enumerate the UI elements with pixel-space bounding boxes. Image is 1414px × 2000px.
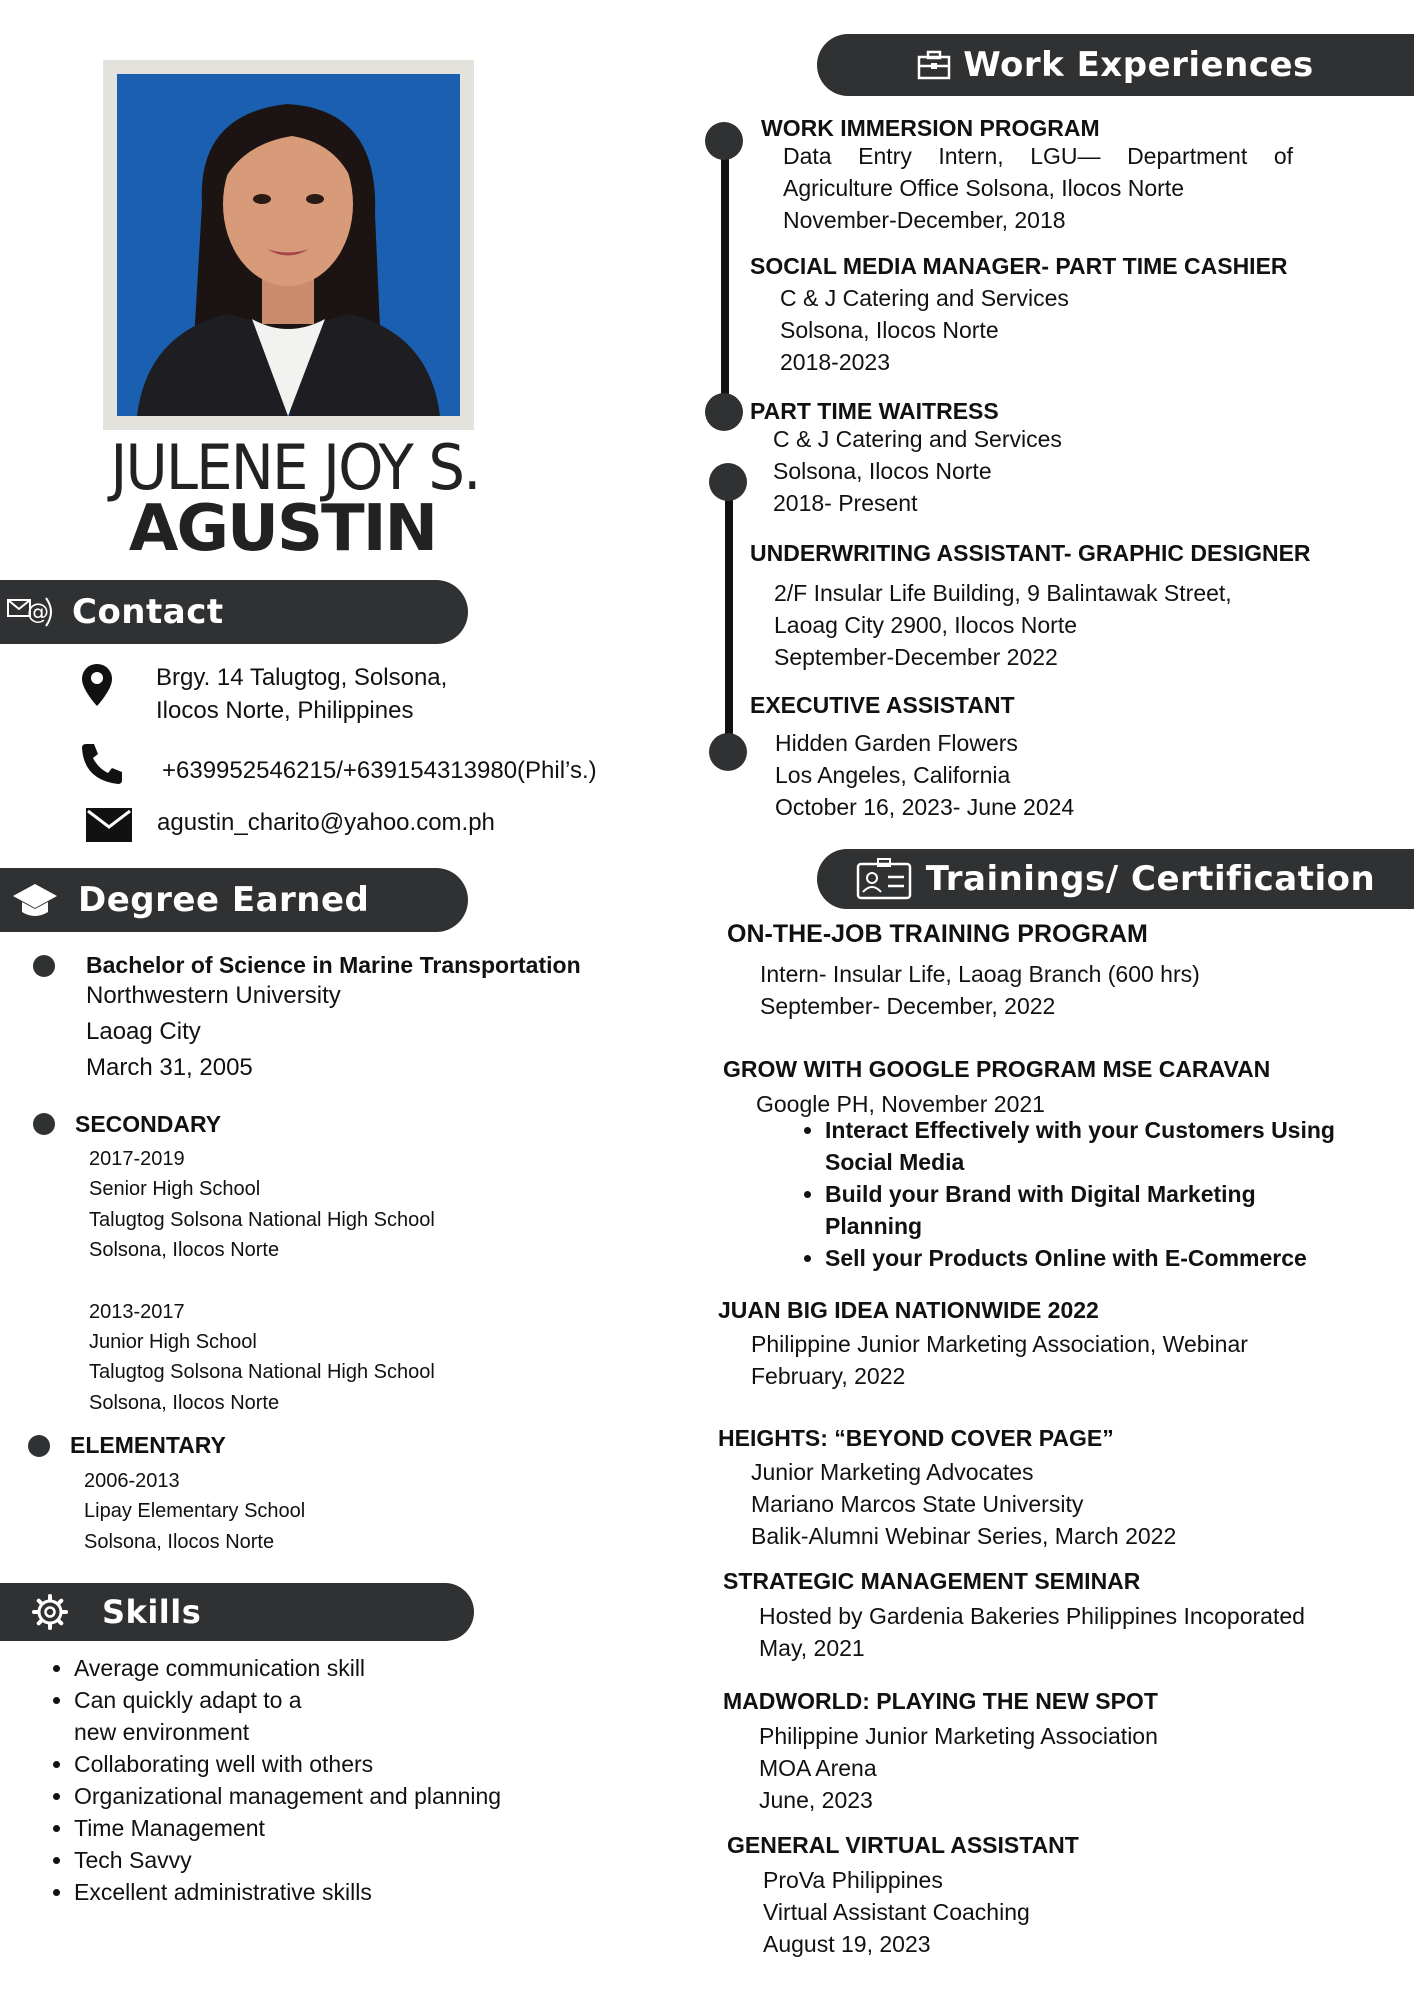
skill-item: • Collaborating well with others: [74, 1748, 554, 1780]
google-course-list: [797, 1114, 1405, 1274]
secondary-bullet: [33, 1113, 55, 1135]
college-bullet: [33, 955, 55, 977]
email-address: agustin_charito@yahoo.com.ph: [157, 809, 495, 836]
training-title: HEIGHTS: “BEYOND COVER PAGE”: [718, 1425, 1114, 1451]
elem-school: Lipay Elementary School: [84, 1500, 306, 1522]
name-first: JULENE JOY S.: [110, 431, 480, 504]
job-line: C & J Catering and Services: [773, 426, 1062, 452]
jhs-location: Solsona, Ilocos Norte: [89, 1392, 280, 1414]
shs-years: 2017-2019: [89, 1148, 185, 1170]
secondary-title: SECONDARY: [75, 1111, 222, 1137]
id-card-icon: [856, 858, 912, 900]
address-line1: Brgy. 14 Talugtog, Solsona,: [156, 664, 448, 691]
course-item: • Interact Effectively with your Customers Using Social Media: [825, 1114, 1405, 1178]
job-title: EXECUTIVE ASSISTANT: [750, 692, 1015, 718]
job-title: PART TIME WAITRESS: [750, 398, 999, 424]
degree-header: [0, 868, 468, 932]
skills-title: Skills: [102, 1593, 202, 1631]
skill-item: • Organizational management and planning: [74, 1780, 554, 1812]
college-date: March 31, 2005: [86, 1054, 253, 1081]
training-line: Google PH, November 2021: [756, 1091, 1045, 1117]
college-school: Northwestern University: [86, 982, 341, 1009]
training-title: ON-THE-JOB TRAINING PROGRAM: [727, 920, 1148, 948]
training-line: May, 2021: [759, 1635, 865, 1661]
training-line: August 19, 2023: [763, 1931, 931, 1957]
job-line: Agriculture Office Solsona, Ilocos Norte: [783, 175, 1184, 201]
training-title: STRATEGIC MANAGEMENT SEMINAR: [723, 1568, 1141, 1594]
college-city: Laoag City: [86, 1018, 201, 1045]
training-title: GENERAL VIRTUAL ASSISTANT: [727, 1832, 1079, 1858]
elementary-bullet: [28, 1435, 50, 1457]
training-line: Virtual Assistant Coaching: [763, 1899, 1030, 1925]
job-line: Solsona, Ilocos Norte: [780, 317, 999, 343]
gear-icon: [32, 1594, 68, 1630]
timeline-dot: [709, 463, 747, 501]
training-line: MOA Arena: [759, 1755, 877, 1781]
job-line: Hidden Garden Flowers: [775, 730, 1018, 756]
training-line: Philippine Junior Marketing Association: [759, 1723, 1158, 1749]
training-line: ProVa Philippines: [763, 1867, 943, 1893]
address-line2: Ilocos Norte, Philippines: [156, 697, 414, 724]
phone-icon: [80, 740, 126, 786]
elementary-title: ELEMENTARY: [70, 1432, 226, 1458]
briefcase-icon: [917, 50, 951, 80]
training-line: Hosted by Gardenia Bakeries Philippines Incoporated: [759, 1603, 1305, 1629]
training-line: Mariano Marcos State University: [751, 1491, 1084, 1517]
svg-text:@: @: [27, 600, 49, 625]
elem-years: 2006-2013: [84, 1470, 180, 1492]
timeline-line-upper: [721, 138, 729, 410]
job-line: Los Angeles, California: [775, 762, 1011, 788]
shs-level: Senior High School: [89, 1178, 261, 1200]
job-line: Laoag City 2900, Ilocos Norte: [774, 612, 1078, 638]
timeline-dot: [709, 733, 747, 771]
trainings-title: Trainings/ Certification: [925, 859, 1376, 899]
training-line: February, 2022: [751, 1363, 906, 1389]
trainings-header: [817, 849, 1414, 909]
training-title: MADWORLD: PLAYING THE NEW SPOT: [723, 1688, 1158, 1714]
training-title: JUAN BIG IDEA NATIONWIDE 2022: [718, 1297, 1099, 1323]
jhs-level: Junior High School: [89, 1331, 257, 1353]
phone-number: +639952546215/+639154313980(Phil’s.): [162, 757, 597, 784]
shs-location: Solsona, Ilocos Norte: [89, 1239, 280, 1261]
job-line: C & J Catering and Services: [780, 285, 1069, 311]
job-line: 2018- Present: [773, 490, 918, 516]
degree-title: Degree Earned: [78, 880, 370, 920]
training-line: Intern- Insular Life, Laoag Branch (600 hrs): [760, 961, 1200, 987]
job-line: Solsona, Ilocos Norte: [773, 458, 992, 484]
job-title: WORK IMMERSION PROGRAM: [761, 115, 1100, 141]
job-line: Data Entry Intern, LGU— Department of: [783, 143, 1293, 169]
timeline-dot: [705, 393, 743, 431]
training-line: Balik-Alumni Webinar Series, March 2022: [751, 1523, 1177, 1549]
course-item: • Build your Brand with Digital Marketing Planning: [825, 1178, 1295, 1242]
skills-list: [46, 1652, 554, 1908]
portrait-illustration: [117, 74, 460, 416]
job-line: 2018-2023: [780, 349, 890, 375]
contact-icon: [6, 592, 58, 632]
elem-location: Solsona, Ilocos Norte: [84, 1531, 275, 1553]
skill-item: • Can quickly adapt to a new environment: [74, 1684, 344, 1748]
location-pin-icon: [80, 662, 114, 708]
shs-school: Talugtog Solsona National High School: [89, 1209, 435, 1231]
training-line: Junior Marketing Advocates: [751, 1459, 1034, 1485]
training-line: June, 2023: [759, 1787, 873, 1813]
jhs-school: Talugtog Solsona National High School: [89, 1361, 435, 1383]
skill-item: • Average communication skill: [74, 1652, 554, 1684]
training-line: September- December, 2022: [760, 993, 1056, 1019]
timeline-line-lower: [725, 478, 733, 750]
contact-title: Contact: [72, 592, 224, 632]
college-degree-title: Bachelor of Science in Marine Transportation: [86, 952, 581, 978]
job-line: September-December 2022: [774, 644, 1058, 670]
training-title: GROW WITH GOOGLE PROGRAM MSE CARAVAN: [723, 1056, 1271, 1082]
email-icon: [86, 808, 132, 842]
profile-photo: [103, 60, 474, 430]
skill-item: • Time Management: [74, 1812, 554, 1844]
work-title: Work Experiences: [963, 45, 1314, 85]
timeline-dot: [705, 122, 743, 160]
jhs-years: 2013-2017: [89, 1301, 185, 1323]
job-line: 2/F Insular Life Building, 9 Balintawak Street,: [774, 580, 1232, 606]
training-line: Philippine Junior Marketing Association, Webinar: [751, 1331, 1248, 1357]
skills-header: [0, 1583, 474, 1641]
skill-item: • Excellent administrative skills: [74, 1876, 554, 1908]
job-title: SOCIAL MEDIA MANAGER- PART TIME CASHIER: [750, 253, 1288, 279]
work-header: [817, 34, 1414, 96]
name-last: AGUSTIN: [128, 492, 437, 566]
job-title: UNDERWRITING ASSISTANT- GRAPHIC DESIGNER: [750, 540, 1311, 566]
job-line: October 16, 2023- June 2024: [775, 794, 1075, 820]
contact-header: [0, 580, 468, 644]
skill-item: • Tech Savvy: [74, 1844, 554, 1876]
graduation-cap-icon: [12, 880, 58, 920]
course-item: • Sell your Products Online with E-Commerce: [825, 1242, 1405, 1274]
job-line: November-December, 2018: [783, 207, 1066, 233]
